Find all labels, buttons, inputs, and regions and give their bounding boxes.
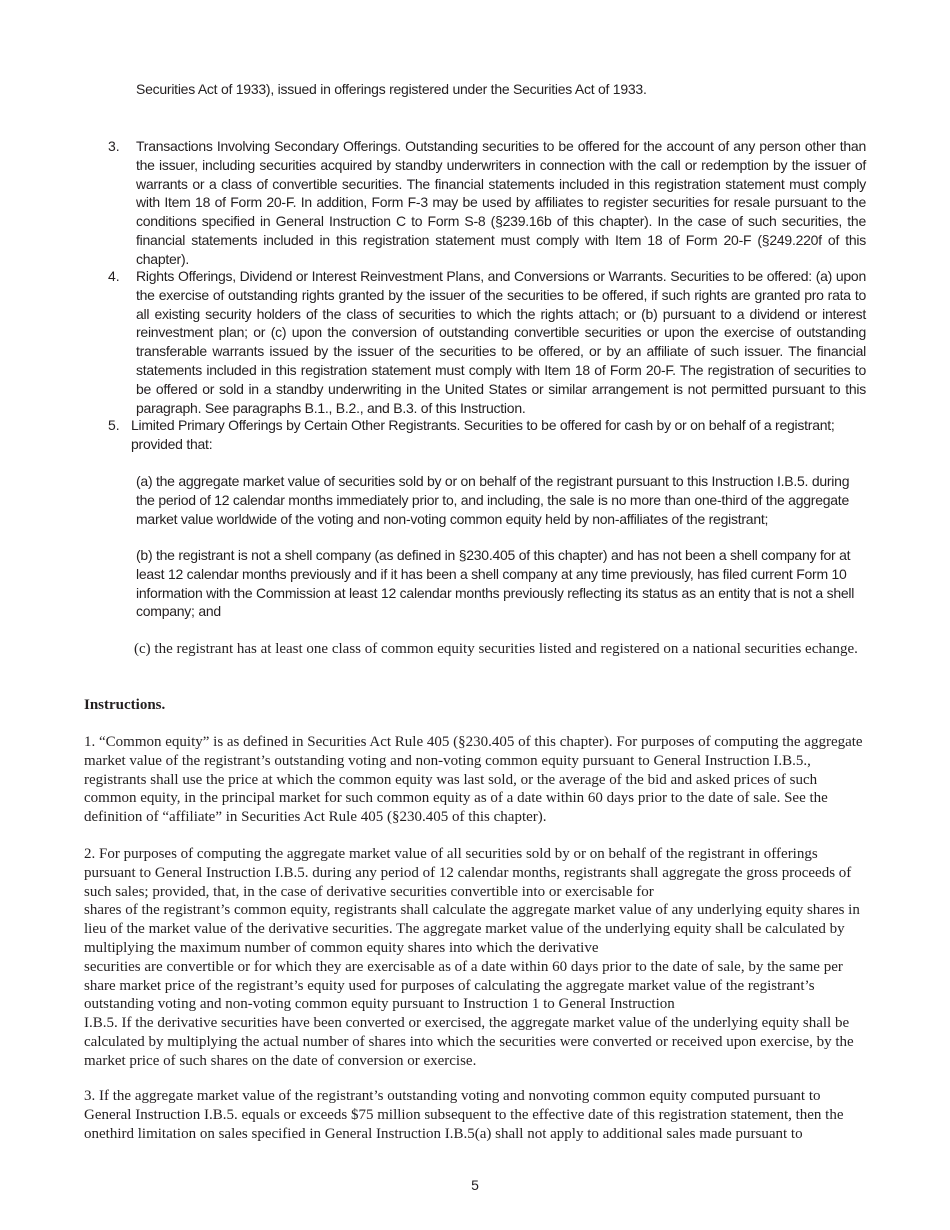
- item-4-number: 4.: [108, 268, 120, 284]
- item-5-sub-a: (a) the aggregate market value of securities sold by or on behalf of the registrant pursuant to this Instruction I.B.5. during the period of 12 calendar months immediately prior to, and including, the sale is no more than one-third of the aggregate market value worldwide of the voting and non-voting common equity held by non-affiliates of the registrant;: [136, 473, 850, 527]
- continuation-paragraph: Securities Act of 1933), issued in offerings registered under the Securities Act of 1933.: [136, 81, 647, 97]
- instruction-2-part-2: shares of the registrant’s common equity, registrants shall calculate the aggregate market value of any underlying equity shares in lieu of the market value of the derivative securities. The aggregate market value of the underlying equity shall be calculated by multiplying the maximum number of common equity shares into which the derivative: [84, 902, 860, 956]
- instruction-2-part-1: 2. For purposes of computing the aggregate market value of all securities sold by or on behalf of the registrant in offerings pursuant to General Instruction I.B.5. during any period of 12 calendar months, registrants shall aggregate the gross proceeds of such sales; provided, that, in the case of derivative securities convertible into or exercisable for: [84, 846, 852, 900]
- sub-c-paragraph: (c) the registrant has at least one class of common equity securities listed and registered on a national securities echange.: [134, 641, 858, 657]
- item-5-number: 5.: [108, 417, 120, 433]
- instructions-heading: Instructions.: [84, 697, 166, 713]
- instruction-3: 3. If the aggregate market value of the registrant’s outstanding voting and nonvoting common equity computed pursuant to General Instruction I.B.5. equals or exceeds $75 million subsequent to the effective date of this registration statement, then the onethird limitation on sales specified in General Instruction I.B.5(a) shall not apply to additional sales made pursuant to: [84, 1088, 844, 1142]
- instruction-1: 1. “Common equity” is as defined in Securities Act Rule 405 (§230.405 of this chapter). For purposes of computing the aggregate market value of the registrant’s outstanding voting and non-voting common equity pursuant to General Instruction I.B.5., registrants shall use the price at which the common equity was last sold, or the average of the bid and asked prices of such common equity, in the principal market for such common equity as of a date within 60 days prior to the date of sale. See the definition of “affiliate” in Securities Act Rule 405 (§230.405 of this chapter).: [84, 734, 863, 826]
- page-number: 5: [471, 1177, 479, 1193]
- instruction-2-part-4: I.B.5. If the derivative securities have been converted or exercised, the aggregate market value of the underlying equity shall be calculated by multiplying the actual number of shares into which the securities were converted or received upon exercise, by the market price of such shares on the date of conversion or exercise.: [84, 1015, 854, 1069]
- instruction-2-part-3: securities are convertible or for which they are exercisable as of a date within 60 days prior to the date of sale, by the same per share market price of the registrant’s equity used for purposes of calculating the aggregate market value of the registrant’s outstanding voting and non-voting common equity pursuant to Instruction 1 to General Instruction: [84, 958, 843, 1013]
- item-3-text: Transactions Involving Secondary Offerings. Outstanding securities to be offered for the account of any person other than the issuer, including securities acquired by standby underwriters in connection with the call or redemption by the issuer of warrants or a class of convertible securities. The financial statements included in this registration statement must comply with Item 18 of Form 20-F. In addition, Form F-3 may be used by affiliates to register securities for resale pursuant to the conditions specified in General Instruction C to Form S-8 (§239.16b of this chapter). In the case of such securities, the financial statements included in this registration statement must comply with Item 18 of Form 20-F (§249.220f of this chapter).: [136, 138, 866, 267]
- item-5-text: Limited Primary Offerings by Certain Other Registrants. Securities to be offered for cash by or on behalf of a registrant; provided that:: [131, 417, 835, 452]
- instruction-2: [84, 845, 866, 1071]
- item-5-sub-b: (b) the registrant is not a shell company (as defined in §230.405 of this chapter) and has not been a shell company for at least 12 calendar months previously and if it has been a shell company at any time previously, has filed current Form 10 information with the Commission at least 12 calendar months previously reflecting its status as an entity that is not a shell company; and: [136, 547, 855, 620]
- item-4-text: Rights Offerings, Dividend or Interest Reinvestment Plans, and Conversions or Warrants. Securities to be offered: (a) upon the exercise of outstanding rights granted by the issuer of the securities to be offered, if such rights are granted pro rata to all existing security holders of the class of securities to which the rights attach; or (b) pursuant to a dividend or interest reinvestment plan; or (c) upon the conversion of outstanding convertible securities or upon the exercise of outstanding transferable warrants issued by the issuer of the securities to be offered, or by an affiliate of such issuer. The financial statements included in this registration statement must comply with Item 18 of Form 20-F. The registration of securities to be offered or sold in a standby underwriting in the United States or similar arrangement is not permitted pursuant to this paragraph. See paragraphs B.1., B.2., and B.3. of this Instruction.: [136, 268, 866, 416]
- item-3-number: 3.: [108, 138, 120, 154]
